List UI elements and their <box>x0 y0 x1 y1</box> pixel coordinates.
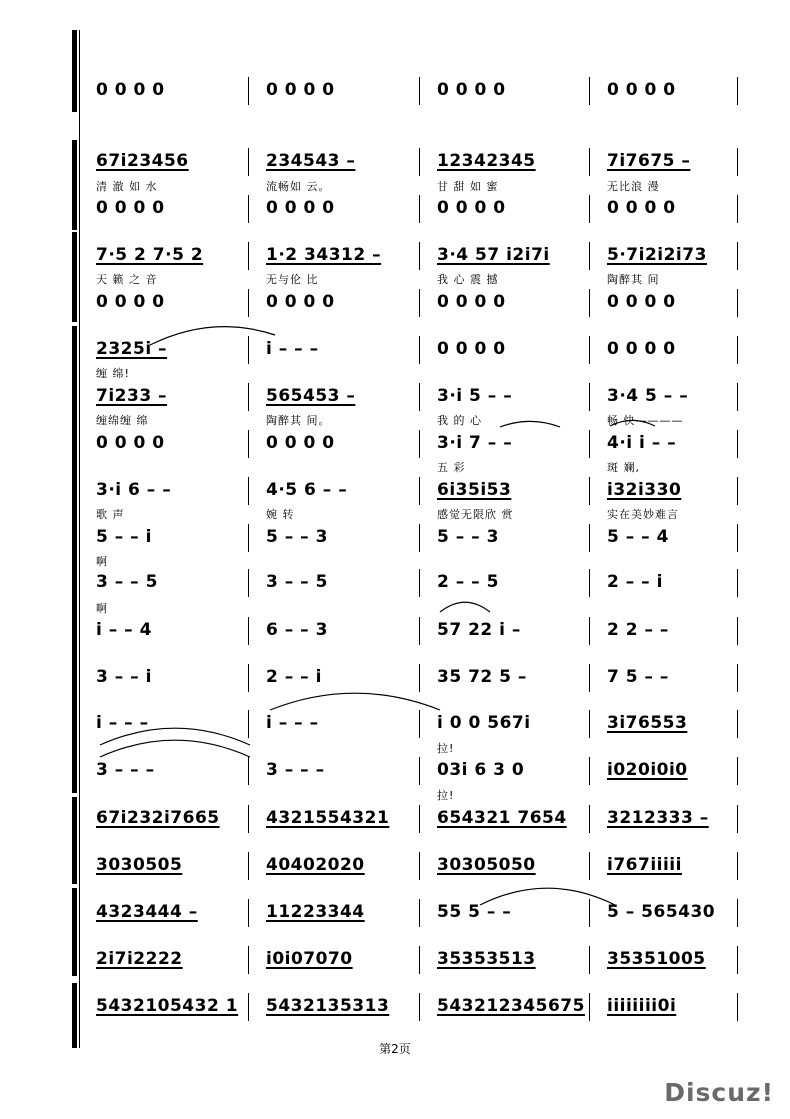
measure: 0 0 0 0 <box>266 198 335 218</box>
measure: 2325i – <box>96 339 168 359</box>
lyric-text: 清 澈 如 水 <box>96 180 158 193</box>
measure: i – – – <box>266 339 319 359</box>
measure: iiiiiiii0i <box>607 996 677 1016</box>
measure: 35353513 <box>437 949 536 969</box>
lyric-text: 缠 绵! <box>96 367 130 380</box>
lyric-text: 歌 声 <box>96 508 125 521</box>
page-number: 第2页 <box>379 1042 411 1056</box>
measure: 7i7675 – <box>607 151 691 171</box>
measure: 3·4 57 i2i7i <box>437 245 550 265</box>
measure: 0 0 0 0 <box>607 80 676 100</box>
measure: 03i 6 3 0 <box>437 760 525 780</box>
measure: 565453 – <box>266 386 356 406</box>
slur <box>100 728 250 745</box>
lyric-text: 天 籁 之 音 <box>96 273 158 286</box>
measure: 5 – 565430 <box>607 902 716 922</box>
measure: 234543 – <box>266 151 356 171</box>
measure: 7 5 – – <box>607 667 669 687</box>
slur <box>610 420 655 426</box>
measure: 5·7i2i2i73 <box>607 245 707 265</box>
measure: i020i0i0 <box>607 760 688 780</box>
measure: 5432135313 <box>266 996 390 1016</box>
measure: 30305050 <box>437 855 536 875</box>
lyric-text: 拉! <box>437 789 455 802</box>
measure: 35 72 5 – <box>437 667 527 687</box>
measure: 5 – – i <box>96 527 152 547</box>
measure: 0 0 0 0 <box>607 198 676 218</box>
measure: i32i330 <box>607 480 682 500</box>
measure: 11223344 <box>266 902 365 922</box>
lyric-text: 感觉无限欣 赏 <box>437 508 514 521</box>
lyric-text: 流畅如 云。 <box>266 180 331 193</box>
measure: 0 0 0 0 <box>437 339 506 359</box>
measure: 3030505 <box>96 855 183 875</box>
measure: i – – – <box>266 713 319 733</box>
lyric-text: 啊 <box>96 555 108 568</box>
lyric-text: 拉! <box>437 742 455 755</box>
measure: 5 – – 3 <box>437 527 499 547</box>
measure: 4323444 – <box>96 902 198 922</box>
measure: 0 0 0 0 <box>437 80 506 100</box>
measure: 3i76553 <box>607 713 688 733</box>
lyric-text: 陶醉其 间。 <box>266 414 331 427</box>
measure: 0 0 0 0 <box>266 292 335 312</box>
measure: 654321 7654 <box>437 808 567 828</box>
measure: 5432105432 1 <box>96 996 239 1016</box>
lyric-text: 斑 斓, <box>607 461 640 474</box>
measure: 12342345 <box>437 151 536 171</box>
measure: 3·i 7 – – <box>437 433 513 453</box>
measure: 7i233 – <box>96 386 168 406</box>
lyric-text: 实在美妙难言 <box>607 508 679 521</box>
slur <box>440 602 490 612</box>
lyric-text: 我 的 心 <box>437 414 482 427</box>
measure: 6i35i53 <box>437 480 512 500</box>
lyric-text: 婉 转 <box>266 508 295 521</box>
measure: i767iiiii <box>607 855 682 875</box>
measure: 0 0 0 0 <box>96 80 165 100</box>
measure: i 0 0 567i <box>437 713 531 733</box>
measure: 3·i 5 – – <box>437 386 513 406</box>
slur <box>480 888 615 905</box>
measure: 57 22 i – <box>437 620 521 640</box>
measure: 3 – – 5 <box>266 572 328 592</box>
measure: 3 – – i <box>96 667 152 687</box>
measure: 5 – – 3 <box>266 527 328 547</box>
slur <box>100 740 250 757</box>
measure: 5 – – 4 <box>607 527 669 547</box>
lyric-text: 无比浪 漫 <box>607 180 660 193</box>
discuz-watermark: Discuz! <box>664 1078 774 1107</box>
measure: 0 0 0 0 <box>437 292 506 312</box>
lyric-text: 啊 <box>96 602 108 615</box>
measure: 40402020 <box>266 855 365 875</box>
lyric-text: 陶醉其 间 <box>607 273 660 286</box>
measure: 1·2 34312 – <box>266 245 382 265</box>
slur <box>270 693 440 710</box>
lyric-text: 我 心 震 撼 <box>437 273 499 286</box>
lyric-text: 五 彩 <box>437 461 466 474</box>
measure: 2 – – i <box>607 572 663 592</box>
measure: 0 0 0 0 <box>607 292 676 312</box>
measure: 2 2 – – <box>607 620 669 640</box>
measure: 3·4 5 – – <box>607 386 689 406</box>
measure: 0 0 0 0 <box>96 198 165 218</box>
measure: i0i07070 <box>266 949 353 969</box>
lyric-text: 甘 甜 如 蜜 <box>437 180 499 193</box>
lyric-text: 无与伦 比 <box>266 273 319 286</box>
measure: i – – – <box>96 713 149 733</box>
measure: 543212345675 <box>437 996 585 1016</box>
measure: 0 0 0 0 <box>96 433 165 453</box>
measure: 2 – – 5 <box>437 572 499 592</box>
measure: 3 – – – <box>266 760 325 780</box>
slur <box>150 327 275 345</box>
measure: 2 – – i <box>266 667 322 687</box>
measure: 3 – – – <box>96 760 155 780</box>
measure: 67i23456 <box>96 151 189 171</box>
measure: 67i232i7665 <box>96 808 220 828</box>
slur <box>500 421 560 427</box>
measure: 6 – – 3 <box>266 620 328 640</box>
measure: 2i7i2222 <box>96 949 183 969</box>
measure: 7·5 2 7·5 2 <box>96 245 204 265</box>
lyric-text: 畅 快———— <box>607 414 684 427</box>
measure: 55 5 – – <box>437 902 512 922</box>
measure: i – – 4 <box>96 620 152 640</box>
measure: 0 0 0 0 <box>96 292 165 312</box>
measure: 3212333 – <box>607 808 709 828</box>
measure: 35351005 <box>607 949 706 969</box>
measure: 3 – – 5 <box>96 572 158 592</box>
measure: 3·i 6 – – <box>96 480 172 500</box>
measure: 0 0 0 0 <box>266 80 335 100</box>
measure: 4321554321 <box>266 808 390 828</box>
lyric-text: 缠绵缠 绵 <box>96 414 149 427</box>
measure: 0 0 0 0 <box>607 339 676 359</box>
measure: 0 0 0 0 <box>266 433 335 453</box>
measure: 4·5 6 – – <box>266 480 348 500</box>
measure: 4·i i – – <box>607 433 677 453</box>
measure: 0 0 0 0 <box>437 198 506 218</box>
